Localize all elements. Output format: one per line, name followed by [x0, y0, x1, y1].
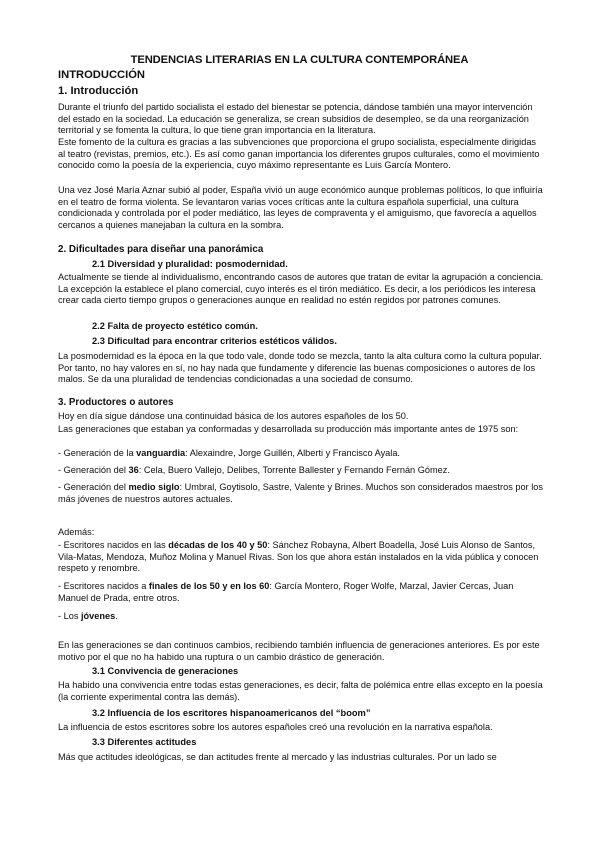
list-text: - Generación de la — [58, 448, 137, 458]
list-emphasis: finales de los 50 y en los 60 — [148, 581, 270, 591]
list-text: . — [115, 611, 118, 621]
list-text: - Escritores nacidos a — [58, 581, 149, 591]
section-3-1-paragraph: Ha habido una convivencia entre todas estas generaciones, es decir, falta de polémica entre ellas excepto en la poesía (la corriente experimental contra las demás). — [58, 680, 543, 702]
section-3-paragraph-3: En las generaciones se dan continuos cambios, recibiendo también influencia de generaciones anteriores. Es por este motivo por el que no ha habido una ruptura o un cambio drástico de generación. — [58, 640, 540, 662]
generation-36 — [58, 465, 544, 477]
section-2-1-heading: 2.1 Diversidad y pluralidad: posmodernidad. — [92, 259, 288, 269]
list-text: : Cela, Buero Vallejo, Delibes, Torrente Ballester y Fernando Fernán Gómez. — [138, 465, 450, 475]
list-text: - Escritores nacidos en las — [58, 540, 169, 550]
list-text: : Alexaindre, Jorge Guillén, Alberti y Francisco Ayala. — [185, 448, 400, 458]
section-2-3-heading: 2.3 Dificultad para encontrar criterios estéticos válidos. — [92, 336, 337, 346]
intro-heading: INTRODUCCIÓN — [58, 69, 146, 81]
section-1-heading: 1. Introducción — [58, 85, 139, 97]
section-2-3-paragraph: La posmodernidad es la época en la que todo vale, donde todo se mezcla, tanto la alta cultura como la cultura popular. Por tanto, no hay valores en sí, no hay nada que fundamente y diferencie las buenas composiciones o autores de los malos. Se da una pluralidad de tendencias condicionadas a una sociedad de consumo. — [58, 351, 542, 385]
writers-young — [58, 611, 544, 623]
section-3-3-paragraph: Más que actitudes ideológicas, se dan actitudes frente al mercado y las industrias culturales. Por un lado se — [58, 752, 497, 762]
section-1-paragraph-3: Una vez José María Aznar subió al poder, España vivió un auge económico aunque problemas políticos, lo que influiría en el teatro de forma violenta. Se levantaron varias voces críticas ante la cultura española superficial, una cultura condicionada y controlada por el poder mediático, las leyes de compraventa y el amiguismo, que favorecía a aquellos cercanos a quienes manejaban la cultura en la sombra. — [58, 185, 543, 230]
document-title: TENDENCIAS LITERARIAS EN LA CULTURA CONTEMPORÁNEA — [130, 54, 469, 66]
section-1-paragraph-2: Este fomento de la cultura es gracias a las subvenciones que proporciona el grupo socialista, especialmente dirigidas al teatro (revistas, premios, etc.). Es así como ganan importancia los diferentes grupos culturales, como el movimiento conocido como la poesía de la experiencia, cuyo máximo representante es Luis García Montero. — [58, 137, 540, 171]
writers-50-60 — [58, 581, 544, 604]
section-3-1-heading: 3.1 Convivencia de generaciones — [92, 666, 239, 676]
list-text: - Generación del — [58, 465, 129, 475]
section-3-paragraph-1: Hoy en día sigue dándose una continuidad básica de los autores españoles de los 50. — [58, 411, 409, 421]
section-3-paragraph-2: Las generaciones que estaban ya conformadas y desarrollada su producción más importante antes de 1975 son: — [58, 424, 519, 434]
generation-vanguardia — [58, 448, 544, 460]
section-2-1-paragraph: Actualmente se tiende al individualismo, encontrando casos de autores que tratan de evitar la agrupación a conciencia. La excepción la establece el plano comercial, cuyo interés es el tirón mediático. Es decir, a los periódicos les interesa crear cada cierto tiempo grupos o generaciones aunque en realidad no estén regidos por patrones comunes. — [58, 272, 544, 306]
section-3-2-paragraph: La influencia de estos escritores sobre los autores españoles creó una revolución en la narrativa española. — [58, 722, 493, 732]
list-emphasis: vanguardia — [136, 448, 186, 458]
list-emphasis: 36 — [128, 465, 139, 475]
section-2-2-heading: 2.2 Falta de proyecto estético común. — [92, 321, 258, 331]
list-emphasis: medio siglo — [128, 482, 180, 492]
section-3-heading: 3. Productores o autores — [58, 397, 174, 408]
list-emphasis: décadas de los 40 y 50 — [168, 540, 268, 550]
section-2-heading: 2. Dificultades para diseñar una panorámica — [58, 244, 264, 255]
writers-40-50 — [58, 540, 544, 575]
ademas-label: Además: — [58, 527, 95, 537]
section-3-2-heading: 3.2 Influencia de los escritores hispanoamericanos del “boom” — [92, 708, 371, 718]
generation-medio-siglo — [58, 482, 544, 505]
list-text: : García Montero, Roger Wolfe, Marzal, Javier Cercas, Juan Manuel de Prada, entre otros. — [58, 581, 514, 603]
section-3-3-heading: 3.3 Diferentes actitudes — [92, 737, 197, 747]
list-text: - Generación del — [58, 482, 129, 492]
list-emphasis: jóvenes — [80, 611, 116, 621]
list-text: - Los — [58, 611, 81, 621]
section-1-paragraph-1: Durante el triunfo del partido socialista el estado del bienestar se potencia, dándose también una mayor intervención del estado en la sociedad. La educación se generaliza, se crean subsidios de desempleo, se da una reorganización territorial y se fomenta la cultura, lo que tiene gran importancia en la literatura. — [58, 102, 533, 136]
list-text: : Umbral, Goytisolo, Sastre, Valente y Brines. Muchos son considerados maestros por los más jóvenes de nuestros autores actuales. — [58, 482, 543, 504]
list-text: : Sánchez Robayna, Albert Boadella, José Luis Alonso de Santos, Vila-Matas, Mendoza, Muñoz Molina y Manuel Rivas. Son los que ahora están instalados en la vida pública y conocen respeto y renombre. — [58, 540, 539, 574]
